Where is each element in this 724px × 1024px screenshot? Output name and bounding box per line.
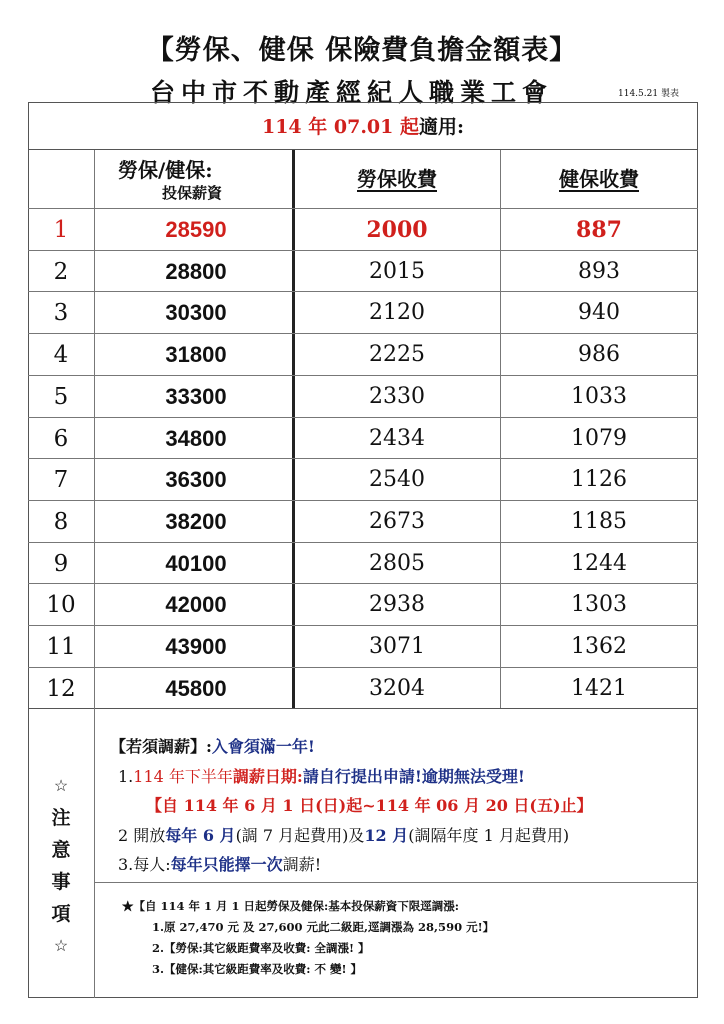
note-adjust-requirement — [110, 734, 315, 757]
health-fee-cell: 1185 — [571, 508, 627, 534]
table-row — [28, 500, 698, 542]
effective-date-suffix: 適用: — [419, 116, 465, 138]
labor-fee-cell: 2434 — [369, 425, 425, 451]
health-fee-cell: 1126 — [571, 467, 627, 493]
row-number: 9 — [53, 550, 69, 577]
row-number: 3 — [53, 300, 69, 327]
row-number: 4 — [53, 342, 69, 369]
small-note-3: 2.【勞保:其它級距費率及收費: 全調漲! 】 — [152, 941, 370, 955]
health-fee-cell: 940 — [578, 300, 620, 326]
column-header-health — [500, 150, 698, 208]
table-row — [28, 333, 698, 375]
small-note-2: 1.原 27,470 元 及 27,600 元此二級距,逕調漲為 28,590 元!】 — [152, 920, 495, 934]
table-row — [28, 625, 698, 667]
note-deadline-warning: 請自行提出申請!逾期無法受理! — [302, 767, 525, 786]
salary-cell: 28590 — [165, 217, 227, 242]
salary-cell: 36300 — [165, 467, 227, 493]
row-number: 10 — [46, 592, 76, 619]
row-number: 11 — [46, 634, 76, 660]
salary-cell: 28800 — [165, 258, 227, 284]
salary-cell: 30300 — [165, 300, 227, 326]
small-note-1: ★【自 114 年 1 月 1 日起勞保及健保:基本投保薪資下限逕調漲: — [122, 899, 460, 913]
table-row — [28, 208, 698, 250]
salary-cell: 31800 — [165, 342, 227, 368]
row-number: 8 — [53, 508, 69, 535]
effective-date-value: 114 年 07.01 起 — [261, 116, 419, 138]
table-row — [28, 417, 698, 459]
row-number: 7 — [53, 467, 69, 494]
small-note-4: 3.【健保:其它級距費率及收費: 不 變! 】 — [152, 962, 363, 976]
row-number: 5 — [53, 383, 69, 410]
note-text: 2 開放 — [118, 826, 166, 845]
labor-fee-cell: 2673 — [369, 508, 425, 534]
column-header-labor — [294, 150, 500, 208]
effective-date — [28, 102, 698, 150]
row-number: 6 — [53, 425, 69, 452]
note-line-2 — [118, 823, 569, 846]
table-row — [28, 250, 698, 292]
salary-cell: 34800 — [165, 425, 227, 451]
note-adjust-req: 入會須滿一年! — [211, 737, 315, 756]
notes-label-char: ☆ — [53, 936, 69, 955]
row-number: 1 — [53, 217, 69, 243]
table-row — [28, 375, 698, 417]
salary-cell: 43900 — [165, 634, 227, 659]
health-fee-cell: 986 — [578, 342, 620, 368]
table-row — [28, 667, 698, 709]
labor-fee-cell: 2938 — [369, 592, 425, 618]
notes-label-char: 注 — [51, 807, 71, 829]
note-text: (調隔年度 1 月起費用) — [408, 826, 570, 845]
note-adjust-head: 【若須調薪】: — [110, 737, 212, 756]
note-once-per-year: 每年只能擇一次 — [170, 855, 283, 874]
notes-label-char: 事 — [51, 871, 71, 893]
column-header-salary — [100, 150, 292, 208]
notes-label — [28, 770, 94, 962]
labor-fee-cell: 2330 — [369, 383, 425, 409]
note-number: 1. — [118, 767, 134, 786]
document-title: 【勞保、健保 保險費負擔金額表】 — [146, 35, 578, 66]
health-fee-cell: 1421 — [571, 675, 627, 701]
made-date: 114.5.21 製表 — [618, 89, 679, 99]
salary-cell: 42000 — [165, 592, 227, 618]
labor-fee-cell: 3071 — [369, 634, 425, 659]
notes-label-char: ☆ — [53, 776, 69, 795]
note-text: (調 7 月起費用)及 — [235, 826, 365, 845]
salary-cell: 38200 — [165, 508, 227, 534]
health-fee-cell: 1244 — [571, 550, 627, 576]
health-header-label: 健保收費 — [559, 167, 639, 191]
notes-column-divider — [94, 708, 95, 998]
salary-cell: 33300 — [165, 383, 227, 409]
salary-header-line1: 勞保/健保: — [118, 158, 213, 182]
health-fee-cell: 887 — [576, 217, 622, 243]
note-month: 每年 6 月 — [165, 826, 236, 845]
salary-cell: 40100 — [165, 550, 227, 576]
labor-fee-cell: 2225 — [369, 342, 425, 368]
labor-fee-cell: 2015 — [369, 258, 425, 284]
notes-label-char: 項 — [51, 903, 71, 925]
row-number: 12 — [46, 675, 76, 702]
notes-label-char: 意 — [51, 839, 71, 861]
notes-inner-divider — [94, 882, 698, 883]
health-fee-cell: 1033 — [571, 383, 627, 409]
labor-fee-cell: 2000 — [366, 217, 428, 243]
note-text: 調薪! — [282, 855, 322, 874]
union-name: 台中市不動產經紀人職業工會 — [150, 78, 554, 107]
note-month: 12 月 — [364, 826, 409, 845]
table-row — [28, 458, 698, 500]
table-row — [28, 291, 698, 333]
note-line-1 — [118, 764, 525, 787]
table-row — [28, 542, 698, 584]
note-text: 3.每人: — [118, 855, 171, 874]
labor-fee-cell: 2805 — [369, 550, 425, 576]
note-period: 114 年下半年 — [133, 767, 233, 786]
health-fee-cell: 893 — [578, 258, 620, 284]
labor-fee-cell: 2540 — [369, 467, 425, 493]
note-adjust-window: 【自 114 年 6 月 1 日(日)起~114 年 06 月 20 日(五)止】 — [146, 796, 593, 815]
health-fee-cell: 1079 — [571, 425, 627, 451]
health-fee-cell: 1303 — [571, 592, 627, 618]
row-number: 2 — [53, 258, 69, 285]
labor-fee-cell: 3204 — [369, 675, 425, 701]
labor-header-label: 勞保收費 — [357, 167, 437, 191]
note-line-3 — [118, 852, 321, 875]
note-adjust-date-label: 調薪日期: — [232, 767, 303, 786]
labor-fee-cell: 2120 — [369, 300, 425, 326]
notes-divider — [28, 708, 698, 709]
salary-cell: 45800 — [165, 675, 227, 701]
salary-header-line2: 投保薪資 — [162, 184, 223, 202]
health-fee-cell: 1362 — [571, 634, 627, 659]
table-row — [28, 583, 698, 625]
